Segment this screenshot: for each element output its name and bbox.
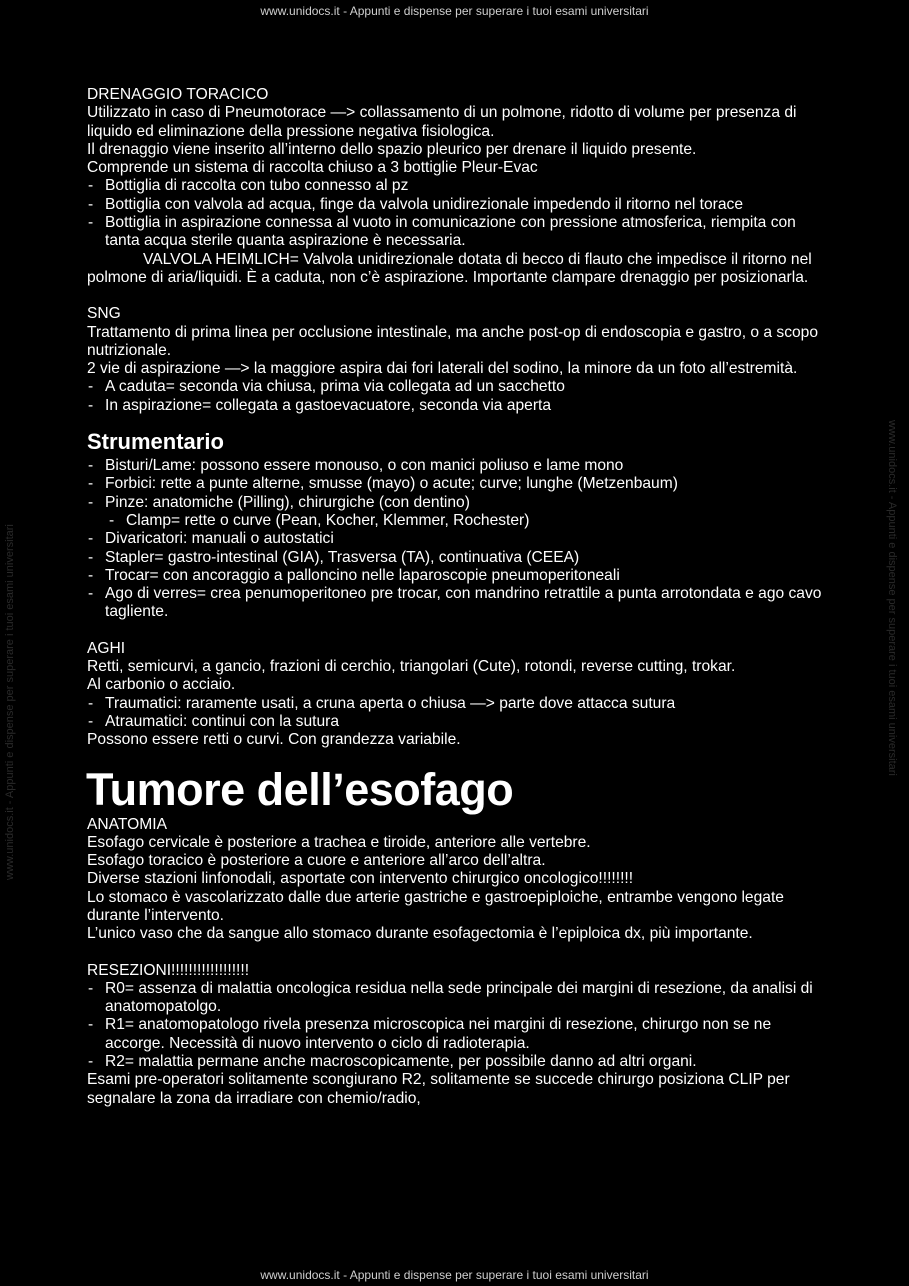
bullet-list	[87, 177, 827, 250]
list-item: - A caduta= seconda via chiusa, prima via collegata ad un sacchetto	[87, 378, 827, 396]
watermark-top: www.unidocs.it - Appunti e dispense per superare i tuoi esami universitari	[260, 4, 649, 18]
list-item: - Pinze: anatomiche (Pilling), chirurgiche (con dentino)	[87, 494, 827, 512]
list-item: - In aspirazione= collegata a gastoevacuatore, seconda via aperta	[87, 397, 827, 415]
section-title: AGHI	[87, 639, 126, 657]
watermark-side-right: www.unidocs.it - Appunti e dispense per superare i tuoi esami universitari	[886, 420, 898, 776]
paragraph: Utilizzato in caso di Pneumotorace —> collassamento di un polmone, ridotto di volume per presenza di liquido ed eliminazione della pressione negativa fisiologica.	[87, 104, 797, 140]
bullet-list	[87, 378, 827, 415]
paragraph: Retti, semicurvi, a gancio, frazioni di cerchio, triangolari (Cute), rotondi, reverse cutting, trokar.	[87, 658, 736, 676]
paragraph: Il drenaggio viene inserito all’interno dello spazio pleurico per drenare il liquido presente.	[87, 140, 697, 158]
paragraph: 2 vie di aspirazione —> la maggiore aspira dai fori laterali del sodino, la minore da un foto all’estremità.	[87, 360, 798, 378]
bullet-list	[87, 980, 827, 1071]
list-item: - Bisturi/Lame: possono essere monouso, o con manici poliuso e lame mono	[87, 457, 827, 475]
section-tumore	[87, 764, 827, 944]
bullet-list	[87, 695, 827, 732]
section-title: DRENAGGIO TORACICO	[87, 86, 269, 103]
list-item: - R1= anatomopatologo rivela presenza microscopica nei margini di resezione, chirurgo non se ne accorge. Necessità di nuovo intervento o ciclo di radioterapia.	[87, 1016, 827, 1053]
section-aghi	[87, 640, 827, 750]
paragraph: Esofago cervicale è posteriore a trachea e tiroide, anteriore alle vertebre.	[87, 833, 591, 851]
list-item: - Trocar= con ancoraggio a palloncino nelle laparoscopie pneumoperitoneali	[87, 567, 827, 585]
document-page	[87, 86, 827, 1108]
section-sng	[87, 305, 827, 415]
paragraph: Esofago toracico è posteriore a cuore e anteriore all’arco dell’altra.	[87, 852, 546, 870]
paragraph-heimlich: VALVOLA HEIMLICH= Valvola unidirezionale dotata di becco di flauto che impedisce il ritorno nel polmone di aria/liquidi. È a caduta, non c’è aspirazione. Importante clampare drenaggio per posizionarla.	[87, 250, 812, 286]
list-item: - Bottiglia con valvola ad acqua, finge da valvola unidirezionale impedendo il ritorno nel torace	[87, 196, 827, 214]
chapter-title: Tumore dell’esofago	[86, 763, 514, 815]
list-item: - R0= assenza di malattia oncologica residua nella sede principale dei margini di resezione, da analisi di anatomopatolgo.	[87, 980, 827, 1017]
list-item: - Clamp= rette o curve (Pean, Kocher, Klemmer, Rochester)	[108, 512, 827, 530]
section-title: RESEZIONI!!!!!!!!!!!!!!!!!!	[87, 961, 250, 979]
list-item: - Bottiglia in aspirazione connessa al vuoto in comunicazione con pressione atmosferica, riempita con tanta acqua sterile quanta aspirazione è necessaria.	[87, 214, 827, 251]
section-drenaggio	[87, 86, 827, 287]
watermark-bottom: www.unidocs.it - Appunti e dispense per superare i tuoi esami universitari	[260, 1268, 649, 1282]
list-item: - Bottiglia di raccolta con tubo connesso al pz	[87, 177, 827, 195]
list-item: - Divaricatori: manuali o autostatici	[87, 530, 827, 548]
list-item: - Forbici: rette a punte alterne, smusse (mayo) o acute; curve; lunghe (Metzenbaum)	[87, 475, 827, 493]
list-item: - Atraumatici: continui con la sutura	[87, 713, 827, 731]
section-title: ANATOMIA	[87, 815, 168, 833]
bullet-list	[87, 457, 827, 512]
paragraph: Comprende un sistema di raccolta chiuso a 3 bottiglie Pleur-Evac	[87, 159, 538, 177]
paragraph: Esami pre-operatori solitamente scongiurano R2, solitamente se succede chirurgo posiziona CLIP per segnalare la zona da irradiare con chemio/radio,	[87, 1071, 790, 1107]
paragraph: L’unico vaso che da sangue allo stomaco durante esofagectomia è l’epiploica dx, più importante.	[87, 925, 753, 943]
paragraph: Diverse stazioni linfonodali, asportate con intervento chirurgico oncologico!!!!!!!!	[87, 870, 634, 888]
watermark-side-left: www.unidocs.it - Appunti e dispense per superare i tuoi esami universitari	[4, 524, 16, 880]
list-item: - R2= malattia permane anche macroscopicamente, per possibile danno ad altri organi.	[87, 1053, 827, 1071]
sub-list	[87, 512, 827, 530]
list-item: - Stapler= gastro-intestinal (GIA), Trasversa (TA), continuativa (CEEA)	[87, 549, 827, 567]
paragraph: Lo stomaco è vascolarizzato dalle due arterie gastriche e gastroepiploiche, entrambe vengono legate durante l’intervento.	[87, 888, 784, 924]
section-resezioni	[87, 962, 827, 1108]
list-item: - Traumatici: raramente usati, a cruna aperta o chiusa —> parte dove attacca sutura	[87, 695, 827, 713]
section-heading: Strumentario	[87, 429, 224, 455]
section-title: SNG	[87, 305, 121, 323]
list-item: - Ago di verres= crea penumoperitoneo pre trocar, con mandrino retrattile a punta arrotondata e ago cavo tagliente.	[87, 585, 827, 622]
section-strumentario	[87, 429, 827, 622]
paragraph: Al carbonio o acciaio.	[87, 676, 236, 694]
paragraph: Possono essere retti o curvi. Con grandezza variabile.	[87, 731, 461, 749]
bullet-list	[87, 530, 827, 621]
paragraph: Trattamento di prima linea per occlusione intestinale, ma anche post-op di endoscopia e gastro, o a scopo nutrizionale.	[87, 323, 819, 359]
